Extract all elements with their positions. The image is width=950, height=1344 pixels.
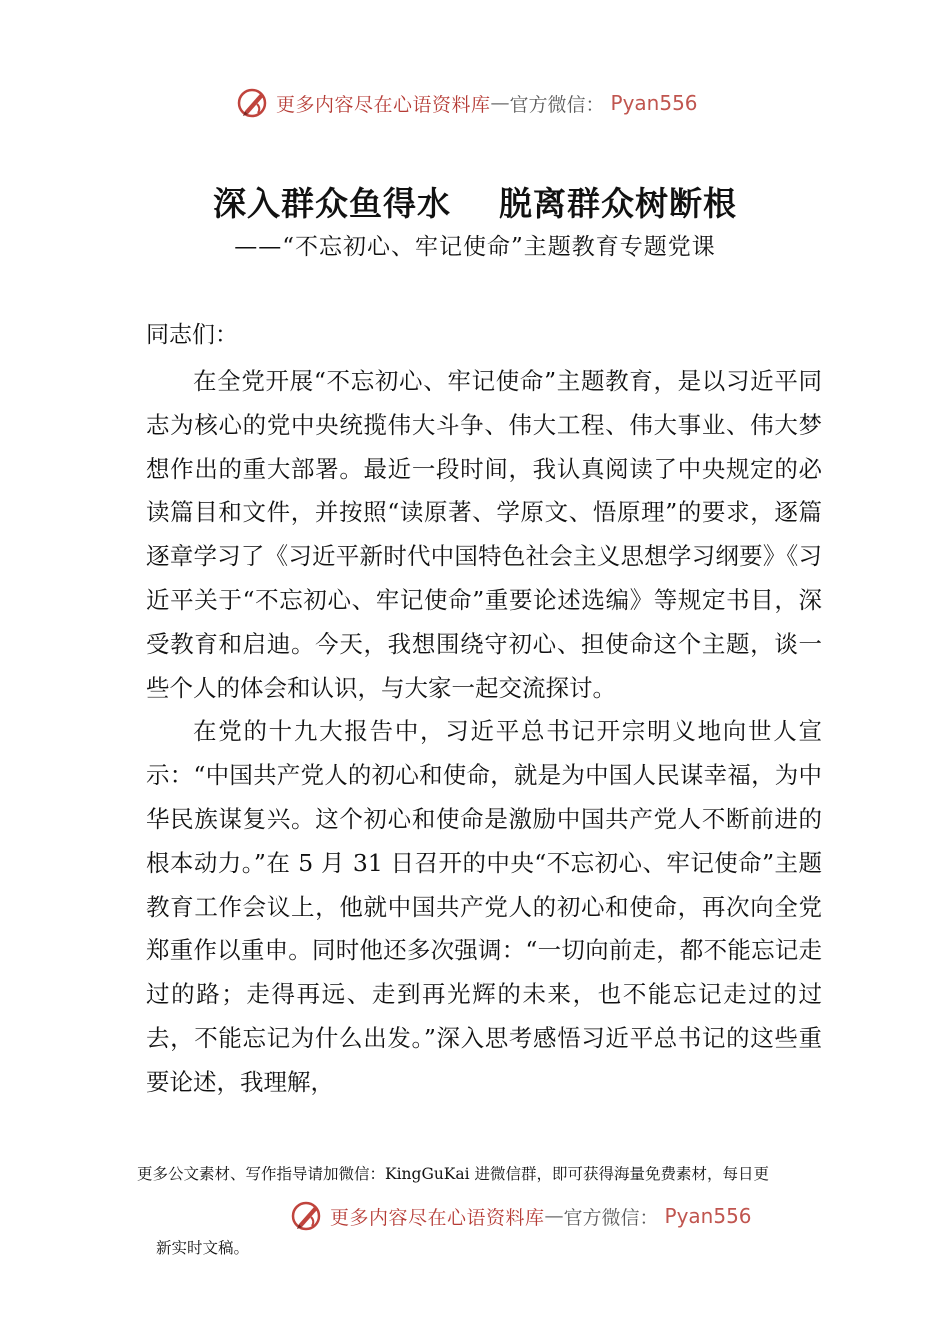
watermark-wechat-label: 官方微信： (563, 1206, 659, 1229)
watermark-text: 更多内容尽在心语资料库 (330, 1206, 545, 1229)
pen-logo-icon (236, 86, 270, 120)
paragraph-2: 在党的十九大报告中，习近平总书记开宗明义地向世人宣示：“中国共产党人的初心和使命，就是为中国人民谋幸福，为中华民族谋复兴。这个初心和使命是激励中国共产党人不断前进的根本动力。”在 5 月 31 日召开的中央“不忘初心、牢记使命”主题教育工作会议上，他就中国共产党人的初心和使命，再次向全党郑重作以重申。同时他还多次强调：“一切向前走，都不能忘记走过的路；走得再远、走到再光辉的未来，也不能忘记走过的过去，不能忘记为什么出发。”深入思考感悟习近平总书记的这些重要论述，我理解， (146, 717, 822, 1096)
footer-promo-line: 更多公文素材、写作指导请加微信：KingGuKai 进微信群，即可获得海量免费素材，每日更 (137, 1165, 770, 1183)
watermark-text: 更多内容尽在心语资料库 (276, 93, 491, 116)
bottom-watermark (290, 1199, 752, 1233)
title-part-1: 深入群众鱼得水 (213, 184, 451, 223)
paragraph-1: 在全党开展“不忘初心、牢记使命”主题教育，是以习近平同志为核心的党中央统揽伟大斗争、伟大工程、伟大事业、伟大梦想作出的重大部署。最近一段时间，我认真阅读了中央规定的必读篇目和文件，并按照“读原著、学原文、悟原理”的要求，逐篇逐章学习了《习近平新时代中国特色社会主义思想学习纲要》《习近平关于“不忘初心、牢记使命”重要论述选编》等规定书目，深受教育和启迪。今天，我想围绕守初心、担使命这个主题，谈一些个人的体会和认识，与大家一起交流探讨。 (146, 367, 822, 702)
salutation: 同志们： (146, 322, 238, 348)
watermark-separator: — (544, 1205, 564, 1227)
page-subtitle: ——“不忘初心、牢记使命”主题教育专题党课 (234, 234, 716, 260)
title-part-2: 脱离群众树断根 (499, 184, 737, 223)
watermark-separator: — (490, 92, 510, 114)
watermark-wechat-id: Pyan556 (664, 1204, 752, 1228)
pen-logo-icon (290, 1199, 324, 1233)
page-title (0, 178, 950, 225)
document-body (146, 360, 822, 1105)
footer-promo-line-2: 新实时文稿。 (156, 1239, 250, 1257)
top-watermark (236, 86, 698, 120)
watermark-wechat-id: Pyan556 (610, 91, 698, 115)
watermark-wechat-label: 官方微信： (509, 93, 605, 116)
